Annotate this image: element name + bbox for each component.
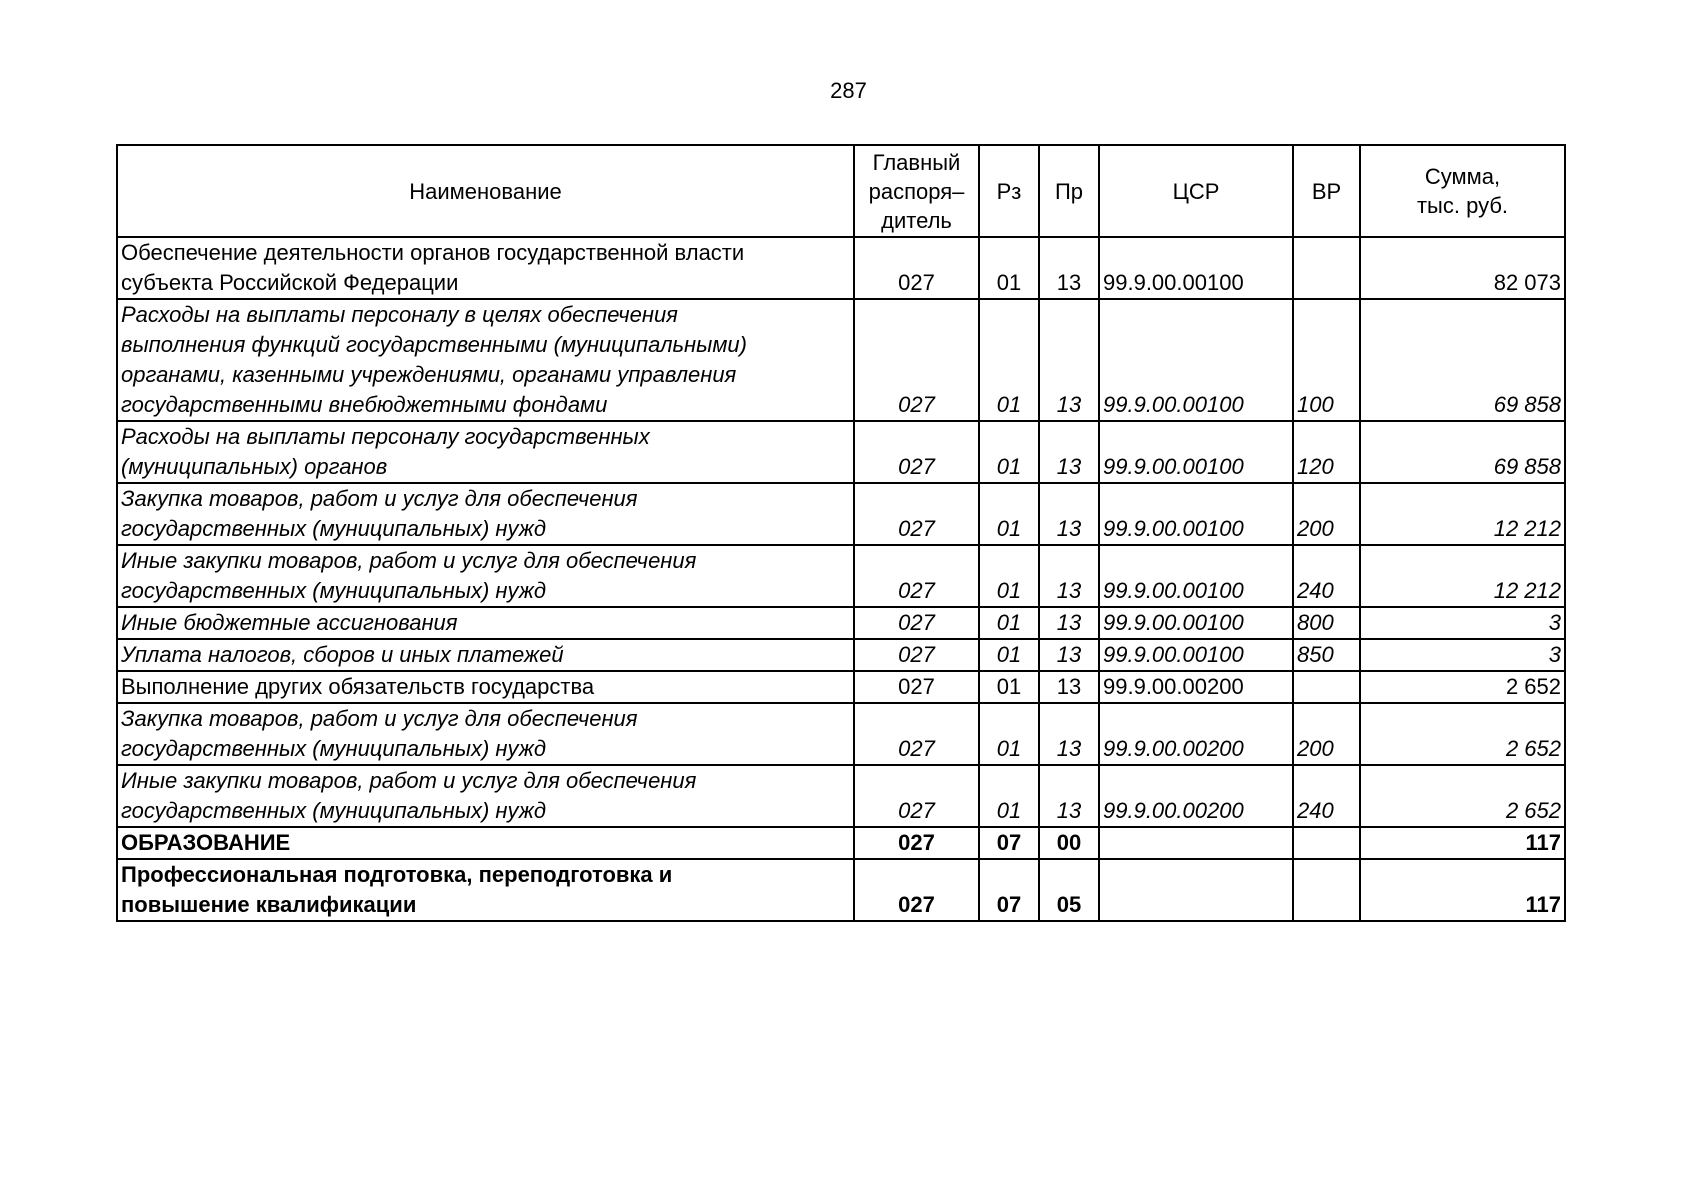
cell-csr: 99.9.00.00100	[1099, 237, 1293, 299]
header-vr: ВР	[1293, 145, 1360, 237]
cell-glav: 027	[854, 421, 979, 483]
table-row	[117, 765, 1565, 827]
cell-sum: 69 858	[1360, 421, 1565, 483]
cell-name	[117, 607, 854, 639]
cell-name	[117, 827, 854, 859]
cell-glav: 027	[854, 237, 979, 299]
table-row	[117, 671, 1565, 703]
cell-sum: 117	[1360, 859, 1565, 921]
cell-rz: 01	[979, 703, 1039, 765]
cell-rz: 01	[979, 545, 1039, 607]
cell-name	[117, 639, 854, 671]
header-rz: Рз	[979, 145, 1039, 237]
cell-name-line: государственных (муниципальных) нужд	[121, 736, 547, 761]
header-sum-line: тыс. руб.	[1416, 193, 1509, 218]
cell-vr: 200	[1293, 483, 1360, 545]
cell-rz: 01	[979, 765, 1039, 827]
cell-sum: 3	[1360, 607, 1565, 639]
table-row	[117, 545, 1565, 607]
cell-csr: 99.9.00.00100	[1099, 607, 1293, 639]
cell-glav: 027	[854, 765, 979, 827]
cell-name-line: Расходы на выплаты персоналу государственных	[121, 424, 650, 449]
cell-csr: 99.9.00.00100	[1099, 421, 1293, 483]
cell-vr: 100	[1293, 299, 1360, 421]
cell-glav: 027	[854, 671, 979, 703]
cell-glav: 027	[854, 299, 979, 421]
cell-sum: 69 858	[1360, 299, 1565, 421]
cell-rz: 01	[979, 421, 1039, 483]
cell-csr	[1099, 859, 1293, 921]
table-row	[117, 237, 1565, 299]
cell-name-line: Обеспечение деятельности органов государственной власти	[121, 240, 745, 265]
cell-name	[117, 859, 854, 921]
cell-name	[117, 483, 854, 545]
cell-sum: 2 652	[1360, 671, 1565, 703]
header-csr: ЦСР	[1099, 145, 1293, 237]
cell-name	[117, 545, 854, 607]
cell-pr: 13	[1039, 607, 1099, 639]
cell-name-line: государственных (муниципальных) нужд	[121, 798, 547, 823]
cell-pr: 05	[1039, 859, 1099, 921]
cell-vr	[1293, 859, 1360, 921]
cell-rz: 07	[979, 827, 1039, 859]
cell-sum: 117	[1360, 827, 1565, 859]
header-sum-line: Сумма,	[1424, 164, 1501, 189]
cell-pr: 13	[1039, 639, 1099, 671]
table-row	[117, 483, 1565, 545]
cell-name-line: Уплата налогов, сборов и иных платежей	[121, 642, 564, 667]
table-row	[117, 299, 1565, 421]
table-row	[117, 639, 1565, 671]
cell-rz: 01	[979, 639, 1039, 671]
cell-vr	[1293, 671, 1360, 703]
table-row	[117, 421, 1565, 483]
cell-name-line: Закупка товаров, работ и услуг для обеспечения	[121, 706, 638, 731]
cell-pr: 13	[1039, 671, 1099, 703]
cell-name-line: (муниципальных) органов	[121, 454, 388, 479]
cell-csr	[1099, 827, 1293, 859]
cell-pr: 00	[1039, 827, 1099, 859]
cell-name-line: Расходы на выплаты персоналу в целях обеспечения	[121, 302, 678, 327]
cell-rz: 01	[979, 671, 1039, 703]
cell-vr	[1293, 237, 1360, 299]
cell-name-line: повышение квалификации	[121, 892, 417, 917]
cell-rz: 01	[979, 483, 1039, 545]
cell-name-line: Иные закупки товаров, работ и услуг для обеспечения	[121, 768, 697, 793]
cell-vr	[1293, 827, 1360, 859]
cell-name-line: Выполнение других обязательств государства	[121, 674, 595, 699]
cell-name-line: органами, казенными учреждениями, органами управления	[121, 362, 737, 387]
cell-pr: 13	[1039, 421, 1099, 483]
cell-name	[117, 299, 854, 421]
cell-csr: 99.9.00.00100	[1099, 545, 1293, 607]
cell-pr: 13	[1039, 483, 1099, 545]
header-glav-line: дитель	[881, 207, 952, 233]
cell-sum: 2 652	[1360, 765, 1565, 827]
cell-sum: 2 652	[1360, 703, 1565, 765]
cell-vr: 800	[1293, 607, 1360, 639]
cell-name	[117, 703, 854, 765]
cell-csr: 99.9.00.00100	[1099, 483, 1293, 545]
cell-rz: 01	[979, 607, 1039, 639]
cell-glav: 027	[854, 859, 979, 921]
cell-pr: 13	[1039, 765, 1099, 827]
cell-glav: 027	[854, 545, 979, 607]
cell-pr: 13	[1039, 703, 1099, 765]
cell-name	[117, 671, 854, 703]
cell-vr: 240	[1293, 765, 1360, 827]
cell-pr: 13	[1039, 299, 1099, 421]
cell-glav: 027	[854, 639, 979, 671]
cell-rz: 07	[979, 859, 1039, 921]
header-glav	[854, 145, 979, 237]
cell-name-line: ОБРАЗОВАНИЕ	[121, 830, 291, 855]
header-sum	[1360, 145, 1565, 237]
cell-pr: 13	[1039, 545, 1099, 607]
cell-vr: 200	[1293, 703, 1360, 765]
cell-glav: 027	[854, 483, 979, 545]
table-row	[117, 827, 1565, 859]
cell-name-line: государственных (муниципальных) нужд	[121, 516, 547, 541]
cell-name-line: выполнения функций государственными (муниципальными)	[121, 332, 747, 357]
table-row	[117, 703, 1565, 765]
header-glav-line: распоря–	[868, 178, 965, 204]
header-name: Наименование	[117, 145, 854, 237]
cell-name-line: Профессиональная подготовка, переподготовка и	[121, 862, 673, 887]
cell-rz: 01	[979, 299, 1039, 421]
cell-name	[117, 237, 854, 299]
cell-glav: 027	[854, 607, 979, 639]
cell-name-line: субъекта Российской Федерации	[121, 270, 459, 295]
cell-vr: 240	[1293, 545, 1360, 607]
cell-csr: 99.9.00.00200	[1099, 703, 1293, 765]
cell-csr: 99.9.00.00200	[1099, 765, 1293, 827]
table-header-row	[117, 145, 1565, 237]
cell-glav: 027	[854, 703, 979, 765]
cell-csr: 99.9.00.00100	[1099, 639, 1293, 671]
cell-csr: 99.9.00.00200	[1099, 671, 1293, 703]
cell-pr: 13	[1039, 237, 1099, 299]
page-number: 287	[830, 78, 867, 103]
header-pr: Пр	[1039, 145, 1099, 237]
cell-name	[117, 421, 854, 483]
cell-sum: 3	[1360, 639, 1565, 671]
cell-sum: 82 073	[1360, 237, 1565, 299]
cell-name-line: Закупка товаров, работ и услуг для обеспечения	[121, 486, 638, 511]
table-row	[117, 859, 1565, 921]
table-row	[117, 607, 1565, 639]
cell-glav: 027	[854, 827, 979, 859]
cell-name-line: Иные бюджетные ассигнования	[121, 610, 458, 635]
cell-name	[117, 765, 854, 827]
cell-vr: 120	[1293, 421, 1360, 483]
cell-vr: 850	[1293, 639, 1360, 671]
cell-sum: 12 212	[1360, 483, 1565, 545]
cell-sum: 12 212	[1360, 545, 1565, 607]
budget-table	[116, 144, 1566, 922]
cell-csr: 99.9.00.00100	[1099, 299, 1293, 421]
cell-name-line: государственных (муниципальных) нужд	[121, 578, 547, 603]
header-glav-line: Главный	[872, 149, 961, 175]
cell-name-line: Иные закупки товаров, работ и услуг для обеспечения	[121, 548, 697, 573]
cell-name-line: государственными внебюджетными фондами	[121, 392, 608, 417]
cell-rz: 01	[979, 237, 1039, 299]
